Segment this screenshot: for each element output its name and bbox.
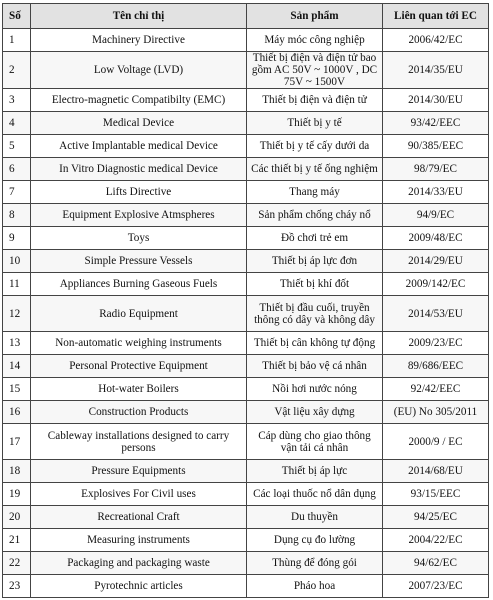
cell-product: Đồ chơi trẻ em xyxy=(247,227,383,250)
cell-directive-name: Low Voltage (LVD) xyxy=(31,52,247,89)
cell-directive-name: Explosives For Civil uses xyxy=(31,483,247,506)
cell-ec-reference: 2014/29/EU xyxy=(383,250,489,273)
cell-index: 8 xyxy=(3,204,31,227)
cell-directive-name: Active Implantable medical Device xyxy=(31,135,247,158)
table-row xyxy=(3,158,489,181)
cell-ec-reference: 94/62/EC xyxy=(383,552,489,575)
cell-index: 16 xyxy=(3,401,31,424)
cell-index: 11 xyxy=(3,273,31,296)
cell-product: Thiết bị khí đốt xyxy=(247,273,383,296)
cell-index: 7 xyxy=(3,181,31,204)
cell-product: Các loại thuốc nổ dân dụng xyxy=(247,483,383,506)
cell-product: Vật liệu xây dựng xyxy=(247,401,383,424)
header-index: Số xyxy=(3,4,31,29)
table-row xyxy=(3,552,489,575)
cell-directive-name: Pressure Equipments xyxy=(31,460,247,483)
cell-ec-reference: 2014/33/EU xyxy=(383,181,489,204)
cell-product: Thang máy xyxy=(247,181,383,204)
cell-directive-name: In Vitro Diagnostic medical Device xyxy=(31,158,247,181)
cell-directive-name: Machinery Directive xyxy=(31,29,247,52)
cell-index: 1 xyxy=(3,29,31,52)
cell-product: Thiết bị y tế xyxy=(247,112,383,135)
cell-ec-reference: 94/25/EC xyxy=(383,506,489,529)
cell-index: 21 xyxy=(3,529,31,552)
ec-directives-table xyxy=(2,3,489,598)
cell-index: 6 xyxy=(3,158,31,181)
cell-ec-reference: 2004/22/EC xyxy=(383,529,489,552)
cell-product: Thùng để đóng gói xyxy=(247,552,383,575)
table-row xyxy=(3,460,489,483)
table-row xyxy=(3,506,489,529)
cell-ec-reference: 92/42/EEC xyxy=(383,378,489,401)
cell-index: 22 xyxy=(3,552,31,575)
cell-directive-name: Pyrotechnic articles xyxy=(31,575,247,598)
cell-index: 20 xyxy=(3,506,31,529)
cell-ec-reference: 2007/23/EC xyxy=(383,575,489,598)
cell-directive-name: Simple Pressure Vessels xyxy=(31,250,247,273)
cell-index: 9 xyxy=(3,227,31,250)
cell-product: Nồi hơi nước nóng xyxy=(247,378,383,401)
cell-product: Thiết bị y tế cấy dưới da xyxy=(247,135,383,158)
cell-ec-reference: 2014/53/EU xyxy=(383,296,489,332)
table-row xyxy=(3,529,489,552)
cell-product: Máy móc công nghiệp xyxy=(247,29,383,52)
cell-index: 5 xyxy=(3,135,31,158)
table-row xyxy=(3,273,489,296)
table-row xyxy=(3,355,489,378)
header-row xyxy=(3,4,489,29)
cell-product: Thiết bị điện và điện tử bao gồm AC 50V ~ 1000V , DC 75V ~ 1500V xyxy=(247,52,383,89)
table-row xyxy=(3,483,489,506)
cell-product: Sản phẩm chống cháy nổ xyxy=(247,204,383,227)
cell-directive-name: Medical Device xyxy=(31,112,247,135)
cell-directive-name: Construction Products xyxy=(31,401,247,424)
cell-ec-reference: (EU) No 305/2011 xyxy=(383,401,489,424)
cell-directive-name: Recreational Craft xyxy=(31,506,247,529)
cell-index: 2 xyxy=(3,52,31,89)
cell-ec-reference: 2009/23/EC xyxy=(383,332,489,355)
cell-ec-reference: 90/385/EEC xyxy=(383,135,489,158)
table-row xyxy=(3,401,489,424)
cell-ec-reference: 2014/68/EU xyxy=(383,460,489,483)
cell-index: 17 xyxy=(3,424,31,460)
cell-ec-reference: 93/15/EEC xyxy=(383,483,489,506)
table-body xyxy=(3,29,489,598)
table-row xyxy=(3,250,489,273)
cell-directive-name: Cableway installations designed to carry persons xyxy=(31,424,247,460)
table-row xyxy=(3,89,489,112)
table-row xyxy=(3,204,489,227)
cell-index: 23 xyxy=(3,575,31,598)
table-row xyxy=(3,135,489,158)
cell-index: 10 xyxy=(3,250,31,273)
cell-ec-reference: 94/9/EC xyxy=(383,204,489,227)
header-ec: Liên quan tới EC xyxy=(383,4,489,29)
cell-directive-name: Packaging and packaging waste xyxy=(31,552,247,575)
table-row xyxy=(3,332,489,355)
cell-product: Pháo hoa xyxy=(247,575,383,598)
cell-directive-name: Lifts Directive xyxy=(31,181,247,204)
cell-directive-name: Toys xyxy=(31,227,247,250)
table-row xyxy=(3,112,489,135)
cell-product: Cáp dùng cho giao thông vận tải cá nhân xyxy=(247,424,383,460)
table-row xyxy=(3,181,489,204)
cell-ec-reference: 93/42/EEC xyxy=(383,112,489,135)
cell-ec-reference: 2009/48/EC xyxy=(383,227,489,250)
table-row xyxy=(3,227,489,250)
cell-index: 13 xyxy=(3,332,31,355)
table-row xyxy=(3,296,489,332)
cell-ec-reference: 2009/142/EC xyxy=(383,273,489,296)
table-container xyxy=(2,3,488,598)
table-header xyxy=(3,4,489,29)
cell-product: Các thiết bị y tế ống nghiệm xyxy=(247,158,383,181)
table-row xyxy=(3,424,489,460)
cell-product: Du thuyền xyxy=(247,506,383,529)
cell-index: 15 xyxy=(3,378,31,401)
header-product: Sản phẩm xyxy=(247,4,383,29)
cell-product: Thiết bị cân không tự động xyxy=(247,332,383,355)
cell-product: Thiết bị áp lực xyxy=(247,460,383,483)
cell-product: Thiết bị đầu cuối, truyền thông có dây và không dây xyxy=(247,296,383,332)
cell-index: 14 xyxy=(3,355,31,378)
cell-directive-name: Appliances Burning Gaseous Fuels xyxy=(31,273,247,296)
header-name: Tên chỉ thị xyxy=(31,4,247,29)
cell-directive-name: Hot-water Boilers xyxy=(31,378,247,401)
cell-ec-reference: 98/79/EC xyxy=(383,158,489,181)
cell-index: 18 xyxy=(3,460,31,483)
cell-ec-reference: 89/686/EEC xyxy=(383,355,489,378)
cell-directive-name: Measuring instruments xyxy=(31,529,247,552)
cell-product: Dụng cụ đo lường xyxy=(247,529,383,552)
cell-ec-reference: 2014/30/EU xyxy=(383,89,489,112)
cell-product: Thiết bị bảo vệ cá nhân xyxy=(247,355,383,378)
cell-directive-name: Equipment Explosive Atmspheres xyxy=(31,204,247,227)
cell-ec-reference: 2014/35/EU xyxy=(383,52,489,89)
cell-index: 19 xyxy=(3,483,31,506)
cell-product: Thiết bị điện và điện tử xyxy=(247,89,383,112)
cell-directive-name: Non-automatic weighing instruments xyxy=(31,332,247,355)
cell-directive-name: Electro-magnetic Compatibilty (EMC) xyxy=(31,89,247,112)
cell-product: Thiết bị áp lực đơn xyxy=(247,250,383,273)
cell-ec-reference: 2006/42/EC xyxy=(383,29,489,52)
cell-index: 4 xyxy=(3,112,31,135)
table-row xyxy=(3,29,489,52)
table-row xyxy=(3,575,489,598)
cell-directive-name: Personal Protective Equipment xyxy=(31,355,247,378)
table-row xyxy=(3,378,489,401)
table-row xyxy=(3,52,489,89)
cell-directive-name: Radio Equipment xyxy=(31,296,247,332)
cell-ec-reference: 2000/9 / EC xyxy=(383,424,489,460)
cell-index: 3 xyxy=(3,89,31,112)
cell-index: 12 xyxy=(3,296,31,332)
